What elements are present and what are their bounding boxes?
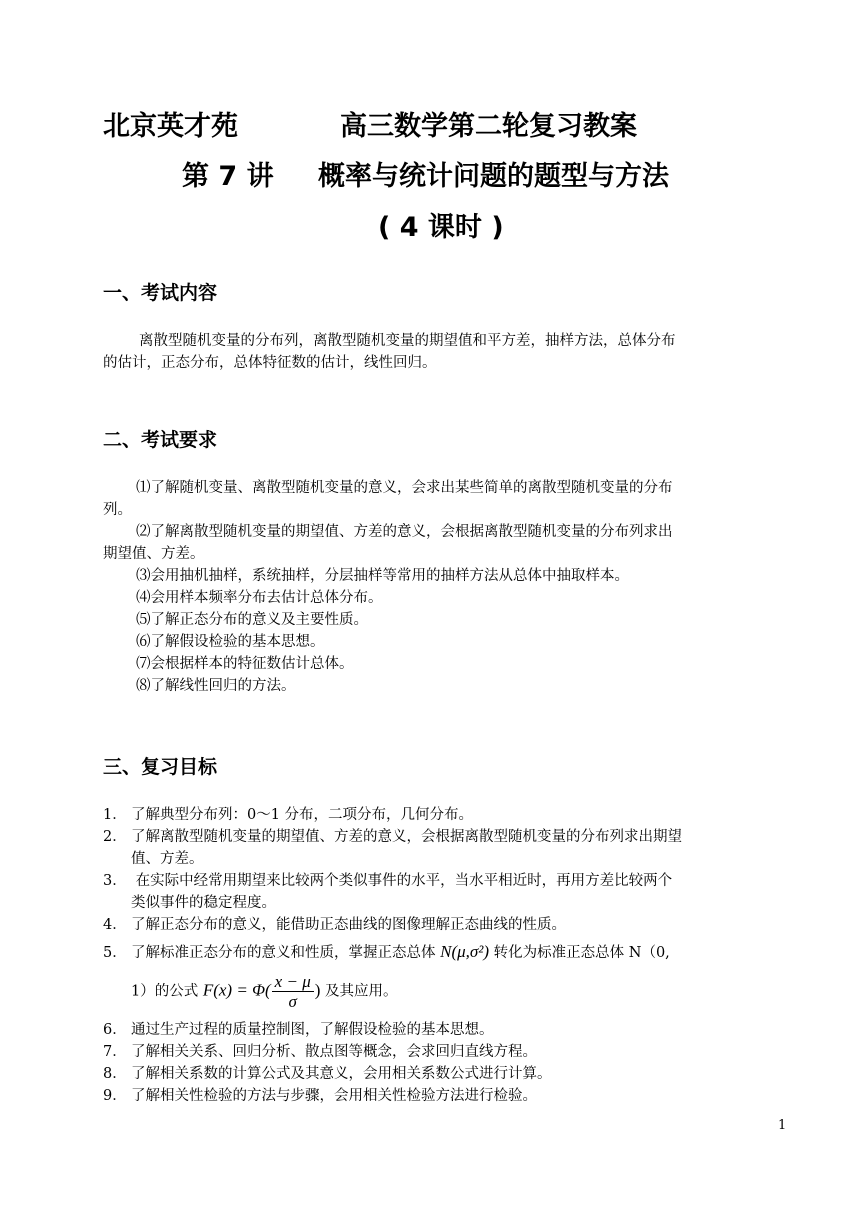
normal-distribution-math: N(μ,σ²) (440, 942, 490, 961)
item-number: 4． (103, 917, 127, 933)
list-item: ⑻了解线性回归的方法。 (136, 678, 296, 694)
item-text: 了解正态分布的意义，能借助正态曲线的图像理解正态曲线的性质。 (131, 917, 566, 933)
list-item (103, 892, 682, 914)
page-number: 1 (778, 1118, 787, 1133)
paragraph-line: 的估计，正态分布，总体特征数的估计，线性回归。 (103, 355, 437, 371)
lecture-number: 第 7 讲 (182, 161, 274, 192)
school-name: 北京英才苑 (103, 111, 238, 142)
item-number: 1． (103, 807, 127, 823)
formula-fraction (272, 972, 314, 1011)
section-heading-review-goals: 三、复习目标 (103, 756, 218, 778)
item-text: 转化为标准正态总体 N（0, (493, 945, 670, 961)
list-item (103, 941, 670, 964)
item-text: 在实际中经常用期望来比较两个类似事件的水平，当水平相近时，再用方差比较两个 (131, 873, 673, 889)
item-text: 1）的公式 (131, 983, 199, 1000)
formula-line (131, 972, 398, 1011)
item-number: 3． (103, 873, 127, 889)
course-title: 高三数学第二轮复习教案 (340, 111, 637, 142)
item-number: 7． (103, 1044, 127, 1060)
item-text: 了解标准正态分布的意义和性质，掌握正态总体 (131, 945, 436, 961)
item-text: 了解离散型随机变量的期望值、方差的意义，会根据离散型随机变量的分布列求出期望 (131, 829, 682, 845)
item-number: 8． (103, 1066, 127, 1082)
item-text: 了解典型分布列：0～1 分布，二项分布，几何分布。 (131, 807, 474, 823)
list-item: 期望值、方差。 (103, 546, 205, 562)
list-item (103, 804, 682, 826)
lecture-hours: ( 4 课时 ) (378, 212, 504, 243)
list-item (103, 1085, 552, 1107)
item-text: 了解相关性检验的方法与步骤，会用相关性检验方法进行检验。 (131, 1088, 537, 1104)
list-item (103, 1019, 552, 1041)
list-item (103, 826, 682, 848)
list-item (103, 870, 682, 892)
item-text: 了解相关关系、回归分析、散点图等概念，会求回归直线方程。 (131, 1044, 537, 1060)
list-item: ⑸了解正态分布的意义及主要性质。 (136, 612, 368, 628)
list-item: ⑶会用抽机抽样，系统抽样，分层抽样等常用的抽样方法从总体中抽取样本。 (136, 568, 629, 584)
list-item: ⑷会用样本频率分布去估计总体分布。 (136, 590, 383, 606)
list-item (103, 1041, 552, 1063)
item-text: 通过生产过程的质量控制图，了解假设检验的基本思想。 (131, 1022, 494, 1038)
list-item: ⑹了解假设检验的基本思想。 (136, 634, 325, 650)
list-item (103, 848, 682, 870)
fraction-denominator: σ (288, 992, 297, 1011)
paragraph-line: 离散型随机变量的分布列，离散型随机变量的期望值和平方差，抽样方法，总体分布 (139, 333, 676, 349)
item-text: 及其应用。 (325, 983, 398, 1000)
goals-list (103, 804, 682, 936)
list-item: ⑵了解离散型随机变量的期望值、方差的意义，会根据离散型随机变量的分布列求出 (136, 524, 673, 540)
item-number: 5． (103, 945, 127, 961)
item-number: 6． (103, 1022, 127, 1038)
section-heading-exam-content: 一、考试内容 (103, 282, 218, 304)
goals-list-continued (103, 1019, 552, 1107)
list-item (103, 1063, 552, 1085)
list-item: 列。 (103, 502, 132, 518)
fraction-numerator: x − μ (272, 972, 314, 992)
list-item (103, 914, 682, 936)
requirements-list (0, 477, 860, 697)
formula-lhs: F(x) = Φ( (202, 980, 271, 1000)
item-text: 值、方差。 (131, 851, 204, 867)
item-number: 2． (103, 829, 127, 845)
list-item: ⑺会根据样本的特征数估计总体。 (136, 656, 354, 672)
item-number: 9． (103, 1088, 127, 1104)
section-heading-exam-requirements: 二、考试要求 (103, 429, 218, 451)
formula-rhs: ) (314, 980, 321, 1000)
item-text: 了解相关系数的计算公式及其意义，会用相关系数公式进行计算。 (131, 1066, 552, 1082)
list-item: ⑴了解随机变量、离散型随机变量的意义，会求出某些简单的离散型随机变量的分布 (136, 480, 673, 496)
lecture-title: 概率与统计问题的题型与方法 (318, 161, 669, 192)
item-text: 类似事件的稳定程度。 (131, 895, 276, 911)
